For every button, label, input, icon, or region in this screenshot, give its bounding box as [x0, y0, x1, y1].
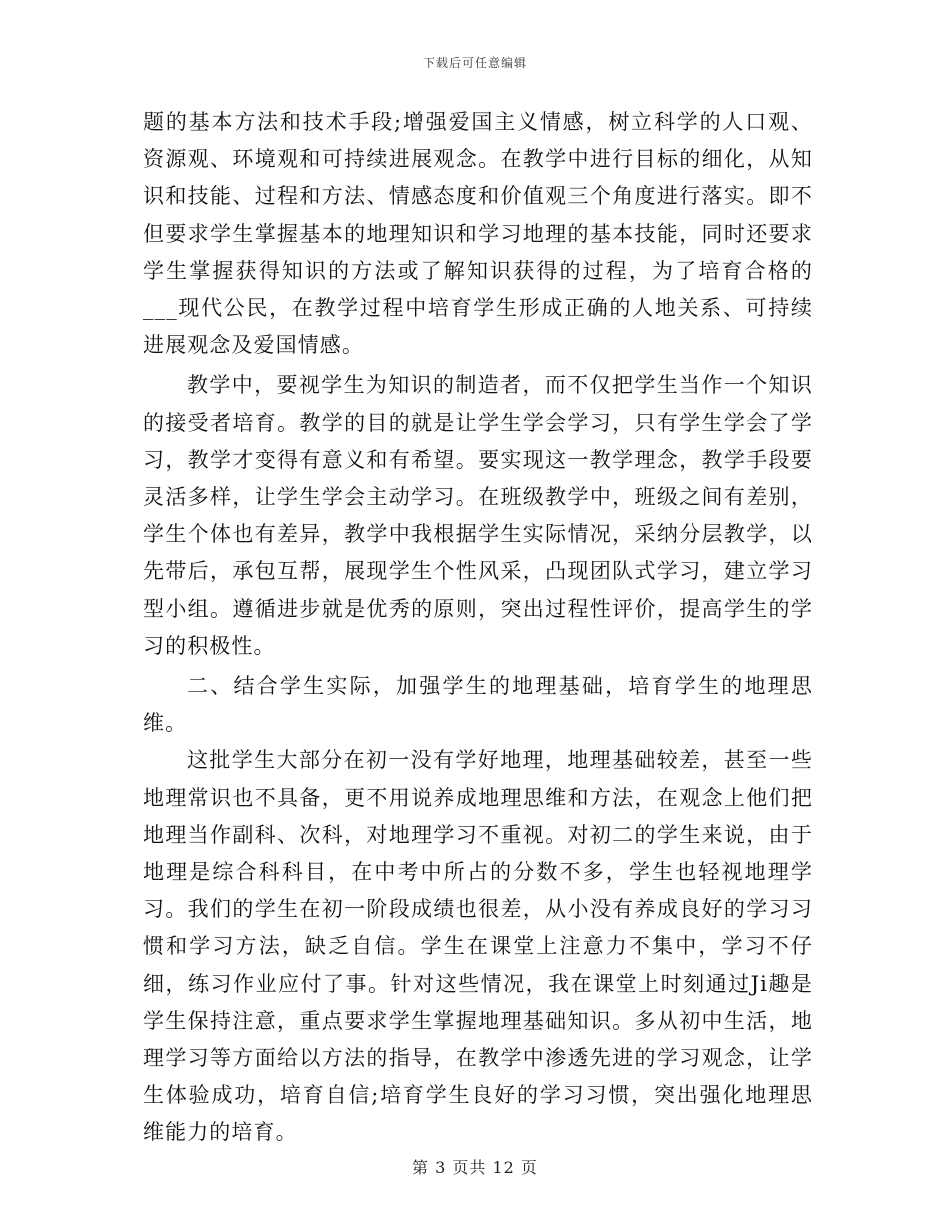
paragraph-3: 这批学生大部分在初一没有学好地理，地理基础较差，甚至一些地理常识也不具备，更不用说养成地理思维和方法，在观念上他们把地理当作副科、次科，对地理学习不重视。对初二的学生来说，由于地理是综合科科目，在中考中所占的分数不多，学生也轻视地理学习。我们的学生在初一阶段成绩也很差，从小没有养成良好的学习习惯和学习方法，缺乏自信。学生在课堂上注意力不集中，学习不仔细，练习作业应付了事。针对这些情况，我在课堂上时刻通过Ji趣是学生保持注意，重点要求学生掌握地理基础知识。多从初中生活，地理学习等方面给以方法的指导，在教学中渗透先进的学习观念，让学生体验成功，培育自信;培育学生良好的学习习惯，突出强化地理思维能力的培育。 — [143, 748, 813, 1145]
page-number-footer: 第 3 页共 12 页 — [412, 1158, 538, 1177]
paragraph-1: 题的基本方法和技术手段;增强爱国主义情感，树立科学的人口观、资源观、环境观和可持续进展观念。在教学中进行目标的细化，从知识和技能、过程和方法、情感态度和价值观三个角度进行落实。即不但要求学生掌握基本的地理知识和学习地理的基本技能，同时还要求学生掌握获得知识的方法或了解知识获得的过程，为了培育合格的___现代公民，在教学过程中培育学生形成正确的人地关系、可持续进展观念及爱国情感。 — [143, 110, 813, 358]
page-header: 下载后可任意编辑 — [422, 56, 527, 70]
document-body — [143, 104, 813, 1152]
section-heading: 二、结合学生实际，加强学生的地理基础，培育学生的地理思维。 — [143, 674, 813, 736]
paragraph-2: 教学中，要视学生为知识的制造者，而不仅把学生当作一个知识的接受者培育。教学的目的就是让学生学会学习，只有学生学会了学习，教学才变得有意义和有希望。要实现这一教学理念，教学手段要灵活多样，让学生学会主动学习。在班级教学中，班级之间有差别，学生个体也有差异，教学中我根据学生实际情况，采纳分层教学，以先带后，承包互帮，展现学生个性风采，凸现团队式学习，建立学习型小组。遵循进步就是优秀的原则，突出过程性评价，提高学生的学习的积极性。 — [143, 373, 813, 658]
